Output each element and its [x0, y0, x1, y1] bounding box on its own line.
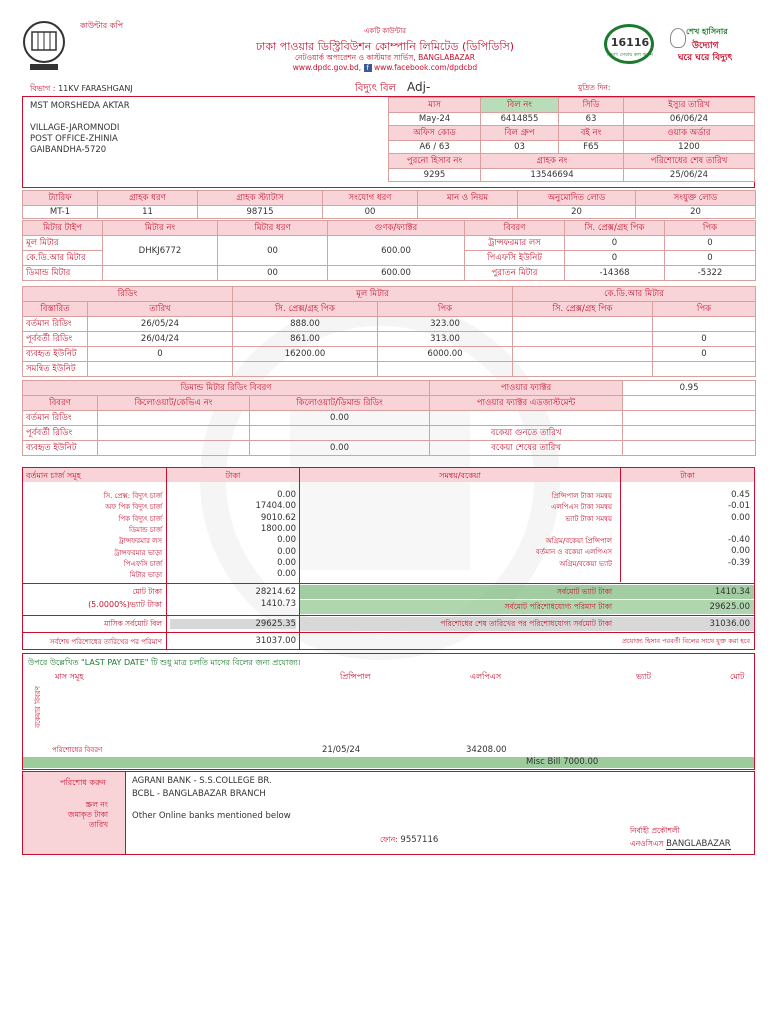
bank-3: Other Online banks mentioned below: [132, 811, 291, 821]
hotline-logo: 16116 বিদ্যুৎ সেবায় কল করুন: [598, 22, 662, 68]
customer-name: MST MORSHEDA AKTAR: [30, 101, 130, 111]
after-last-amount: 31036.00: [709, 619, 750, 629]
total-vat: 1410.34: [714, 587, 750, 597]
monthly-bill: 29625.35: [170, 619, 296, 629]
tariff-header: অনুমোদিত লোড: [518, 191, 636, 206]
adjust-label: প্রিন্সিপাল টাকা সমন্বয়: [551, 492, 612, 500]
arrears-side-label: বকেয়ার বিবরণ: [34, 686, 42, 728]
company-tag: একটি কাউন্টার: [363, 27, 407, 35]
tariff-header: গ্রাহক স্ট্যাটাস: [198, 191, 323, 206]
web-links: [230, 63, 540, 72]
campaign-logo: শেখ হাসিনার উদ্যোগ ঘরে ঘরে বিদ্যুৎ: [668, 24, 752, 68]
charge-label: মিটার ভাড়া: [129, 571, 162, 580]
bill-label: বিদ্যুৎ বিল: [355, 83, 396, 94]
tariff-header: সংযুক্ত লোড: [636, 191, 756, 206]
meter-table: মিটার টাইপ মিটার নং মিটার ধরণ গুণক/ফ্যাক্টর বিবরণ সি. প্রেক্স/গ্রহ পিক পিক মূল মিটার DHKJ6772 00 600.00 ট্রান্সফরমার লস 0 0 কে.ডি.আর মিটার পিএফসি ইউনিট 0 0 ডিমান্ড মিটার 00 600.00 পুরাতন মিটার -14368 -5322: [22, 220, 756, 281]
meter-header: পিক: [665, 221, 756, 236]
surcharge-amount: 31037.00: [255, 636, 296, 646]
tariff-header: ট্যারিফ: [23, 191, 98, 206]
tariff-header: গ্রাহক ধরণ: [98, 191, 198, 206]
tariff-value: 00: [323, 206, 418, 219]
arrear-label: অগ্রিম/বকেয়া প্রিন্সিপাল: [545, 537, 612, 545]
arrear-label: অগ্রিম/বকেয়া ভ্যাট: [559, 559, 612, 568]
arrear-value: -0.40: [728, 535, 750, 545]
last-payment-amount: 34208.00: [466, 745, 507, 755]
tariff-value: 20: [518, 206, 636, 219]
officer-label: নির্বাহী প্রকৌশলী: [630, 826, 680, 835]
customer-address-1: VILLAGE-JAROMNODI: [30, 123, 120, 133]
bulb-icon: [670, 28, 686, 48]
facebook-icon: f: [364, 64, 372, 72]
charge-label: ট্রান্সফরমার ভাড়া: [114, 548, 162, 557]
adjust-label: এলপিএস টাকা সমন্বয়: [551, 503, 612, 512]
meter-header: মিটার টাইপ: [23, 221, 103, 236]
adjust-value: 0.45: [731, 490, 750, 500]
company-name: ঢাকা পাওয়ার ডিস্ট্রিবিউশন কোম্পানি লিমিটেড (ডিপিডিসি): [255, 40, 515, 53]
meter-header: সি. প্রেক্স/গ্রহ পিক: [565, 221, 665, 236]
tariff-value: [418, 206, 518, 219]
tariff-header: সংযোগ ধরণ: [323, 191, 418, 206]
nocs: এনওসিএস BANGLABAZAR: [630, 839, 731, 849]
tariff-value: 98715: [198, 206, 323, 219]
tariff-header: মান ও নিয়ম: [418, 191, 518, 206]
division: বিভাগ : 11KV FARASHGANJ: [30, 84, 133, 93]
tariff-value: MT-1: [23, 206, 98, 219]
arrear-value: 0.00: [731, 546, 750, 557]
meter-header: বিবরণ: [465, 221, 565, 236]
company-sub: নেটওয়ার্ক অপারেশন ও কাস্টমার সার্ভিস, BANGLABAZAR: [294, 53, 476, 62]
adjust-label: ভ্যাট টাকা সমন্বয়: [565, 514, 612, 523]
bill-info-table: মাস বিল নং সিডি ইস্যুর তারিখ May-24 6414855 63 06/06/24 অফিস কোড বিল গ্রুপ বই নং ওয়াক অর্ডার A6 / 63 03 F65 1200 পুরনো হিসাব নং গ্রাহক নং পরিশোধের শেষ তারিখ 9295 13546694 25/06/24: [388, 97, 755, 182]
bank-1: AGRANI BANK - S.S.COLLEGE BR.: [132, 776, 272, 786]
counter-copy: কাউন্টার কপি: [80, 21, 124, 30]
charge-value: 0.00: [277, 546, 296, 557]
phone: ফোন: 9557116: [380, 835, 439, 845]
charge-label: অফ পিক বিদ্যুৎ চার্জ: [105, 503, 162, 512]
charge-value: 1800.00: [260, 523, 296, 534]
bill-type: Adj-: [407, 80, 431, 94]
tariff-value: 11: [98, 206, 198, 219]
last-pay-notice: উপরে উল্লেখিত "LAST PAY DATE" টি শুধু মাত্র চলতি মাসের বিলের জন্য প্রযোজ্য।: [28, 658, 301, 667]
reading-table: রিডিং মূল মিটার কে.ডি.আর মিটার বিস্তারিত তারিখ সি. প্রেক্স/গ্রহ পিক পিক সি. প্রেক্স/গ্রহ পিক পিক বর্তমান রিডিং 26/05/24 888.00 323.00 পূর্ববর্তী রিডিং 26/04/24 861.00 313.00 0 ব্যবহৃত ইউনিট 0 16200.00 6000.00 0 সমন্বিত ইউনিট: [22, 286, 756, 377]
charge-value: 9010.62: [260, 512, 296, 523]
adjust-value: 0.00: [731, 512, 750, 523]
website-link[interactable]: www.dpdc.gov.bd,: [292, 63, 362, 72]
arrear-value: -0.39: [728, 557, 750, 568]
misc-bill: Misc Bill 7000.00: [526, 757, 599, 767]
adjust-value: -0.01: [728, 501, 750, 512]
arrear-label: বর্তমান ও বকেয়া এলপিএস: [535, 548, 612, 557]
charge-label: পিক বিদ্যুৎ চার্জ: [118, 514, 162, 523]
vat-amount: 1410.73: [260, 599, 296, 609]
customer-address-2: POST OFFICE-ZHINIA: [30, 134, 118, 144]
charges-header: বর্তমান চার্জ সমূহ: [26, 471, 81, 480]
dpdc-logo: [22, 20, 66, 72]
charge-label: ডিমান্ড চার্জ: [129, 525, 162, 534]
facebook-link[interactable]: www.facebook.com/dpdcbd: [373, 63, 478, 72]
demand-table: ডিমান্ড মিটার রিডিং বিবরণ পাওয়ার ফ্যাক্টর 0.95 বিবরণ কিলোওয়াট/কেভিএ নং কিলোওয়াট/ডিমান্ড রিডিং পাওয়ার ফ্যাক্টর এডজাস্টমেন্ট বর্তমান রিডিং 0.00 পূর্ববর্তী রিডিং বকেয়া গুনতে তারিখ ব্যবহৃত ইউনিট 0.00 বকেয়া শেষের তারিখ: [22, 380, 756, 456]
meter-header: মিটার নং: [103, 221, 218, 236]
total-amount: 28214.62: [255, 587, 296, 597]
charge-value: 0.00: [277, 569, 296, 580]
charge-value: 0.00: [277, 535, 296, 546]
charge-value: 17404.00: [255, 501, 296, 512]
meter-header: মিটার ধরণ: [218, 221, 328, 236]
total-payable: 29625.00: [709, 602, 750, 612]
charge-label: সি. প্রেক্স: বিদ্যুৎ চার্জ: [103, 492, 162, 500]
charge-value: 0.00: [277, 557, 296, 568]
charge-value: 0.00: [277, 490, 296, 500]
last-payment-date: 21/05/24: [322, 745, 361, 755]
bank-2: BCBL - BANGLABAZAR BRANCH: [132, 789, 266, 799]
tariff-value: 20: [636, 206, 756, 219]
print-date-label: মুদ্রিত দিন:: [578, 83, 611, 92]
meter-header: গুণক/ফ্যাক্টর: [328, 221, 465, 236]
charge-label: পিএফসি চার্জ: [123, 559, 162, 568]
customer-address-3: GAIBANDHA-5720: [30, 145, 107, 155]
tariff-table: [22, 190, 756, 219]
charge-label: ট্রান্সফরমার লস: [118, 537, 162, 546]
